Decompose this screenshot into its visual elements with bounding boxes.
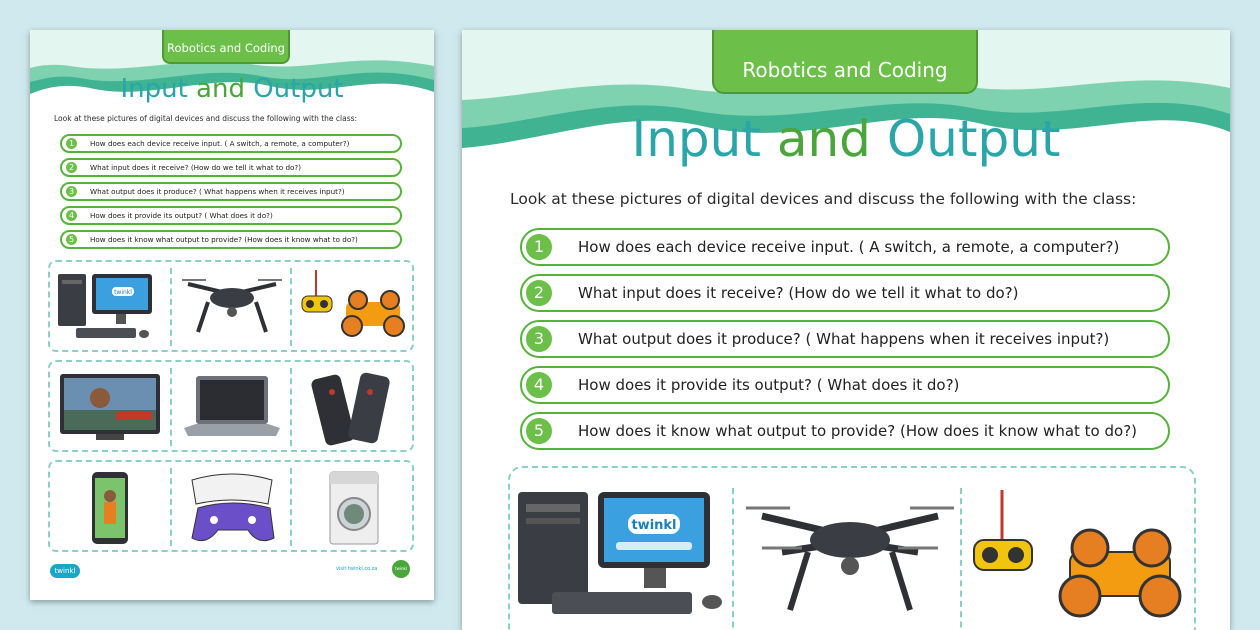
smartphone-icon bbox=[56, 468, 164, 548]
number-badge: 2 bbox=[524, 278, 554, 308]
device-panel-row-1 bbox=[48, 260, 414, 352]
device-panel-row-1 bbox=[508, 466, 1196, 630]
question-text: What output does it produce? ( What happens when it receives input?) bbox=[578, 330, 1110, 348]
question-text: What input does it receive? (How do we tell it what to do?) bbox=[578, 284, 1019, 302]
banner-tab: Robotics and Coding bbox=[162, 30, 290, 64]
remote-controls-icon bbox=[298, 368, 410, 448]
zoomed-sheet bbox=[462, 30, 1230, 630]
device-panel-row-2 bbox=[48, 360, 414, 452]
question-text: How does each device receive input. ( A switch, a remote, a computer?) bbox=[578, 238, 1120, 256]
number-badge: 5 bbox=[64, 232, 79, 247]
intro-text: Look at these pictures of digital devices and discuss the following with the class: bbox=[510, 190, 1137, 208]
svg-text:twinkl: twinkl bbox=[114, 289, 132, 296]
footer-url: visit twinkl.co.za bbox=[336, 566, 378, 572]
question-text: How does it provide its output? ( What does it do?) bbox=[578, 376, 960, 394]
page-title: Input and Output bbox=[120, 74, 344, 104]
page-title: Input and Output bbox=[631, 110, 1061, 168]
number-badge: 3 bbox=[64, 184, 79, 199]
drone-icon bbox=[742, 492, 954, 622]
question-item bbox=[60, 206, 402, 225]
question-item bbox=[520, 320, 1170, 358]
question-text: What input does it receive? (How do we tell it what to do?) bbox=[90, 163, 302, 172]
laptop-icon bbox=[178, 370, 286, 446]
number-badge: 5 bbox=[524, 416, 554, 446]
question-item bbox=[60, 158, 402, 177]
question-item bbox=[520, 228, 1170, 266]
intro-text: Look at these pictures of digital devices and discuss the following with the class: bbox=[54, 114, 358, 123]
twinkl-logo: twinkl bbox=[50, 564, 80, 578]
number-badge: 1 bbox=[64, 136, 79, 151]
question-item bbox=[60, 134, 402, 153]
rc-car-icon bbox=[298, 268, 410, 346]
number-badge: 4 bbox=[64, 208, 79, 223]
television-icon bbox=[56, 370, 164, 446]
question-item bbox=[520, 274, 1170, 312]
banner-tab: Robotics and Coding bbox=[712, 30, 978, 94]
device-panel-row-3 bbox=[48, 460, 414, 552]
number-badge: 4 bbox=[524, 370, 554, 400]
thumbnail-sheet bbox=[30, 30, 434, 600]
number-badge: 2 bbox=[64, 160, 79, 175]
computer-icon bbox=[56, 270, 164, 346]
question-item bbox=[60, 230, 402, 249]
computer-icon bbox=[516, 488, 728, 618]
game-controllers-icon bbox=[178, 468, 286, 548]
washing-machine-icon bbox=[298, 468, 410, 548]
svg-text:twinkl: twinkl bbox=[631, 518, 677, 533]
question-text: How does each device receive input. ( A switch, a remote, a computer?) bbox=[90, 139, 350, 148]
question-text: How does it know what output to provide? (How does it know what to do?) bbox=[90, 235, 358, 244]
number-badge: 1 bbox=[524, 232, 554, 262]
question-text: How does it provide its output? ( What does it do?) bbox=[90, 211, 273, 220]
number-badge: 3 bbox=[524, 324, 554, 354]
question-text: What output does it produce? ( What happens when it receives input?) bbox=[90, 187, 345, 196]
drone-icon bbox=[178, 272, 286, 344]
question-item bbox=[520, 366, 1170, 404]
footer-badge: twinkl bbox=[392, 560, 410, 578]
question-item bbox=[520, 412, 1170, 450]
question-text: How does it know what output to provide? (How does it know what to do?) bbox=[578, 422, 1138, 440]
rc-car-icon bbox=[970, 488, 1194, 628]
question-item bbox=[60, 182, 402, 201]
